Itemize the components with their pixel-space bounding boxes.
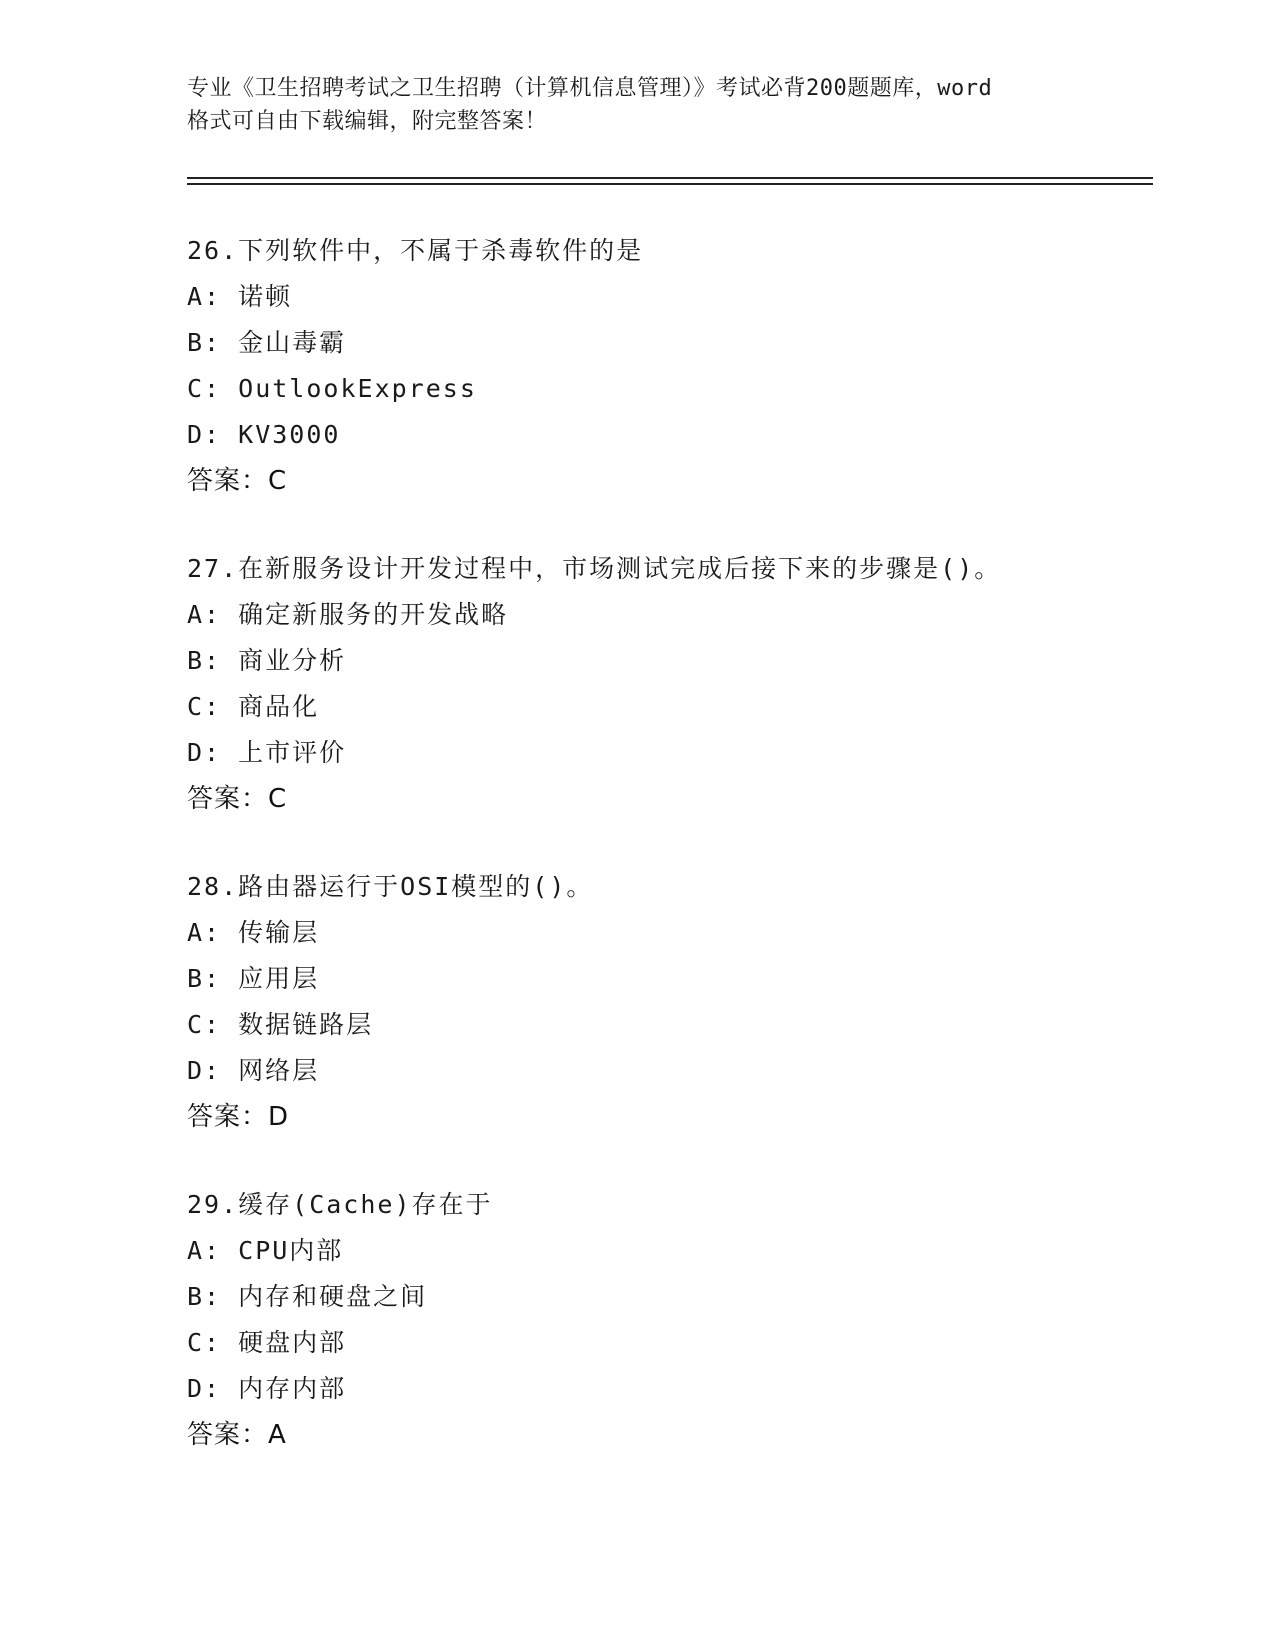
option-d: D: 网络层: [187, 1056, 320, 1085]
option-b: B: 内存和硬盘之间: [187, 1282, 428, 1311]
question-stem: 27.在新服务设计开发过程中，市场测试完成后接下来的步骤是()。: [187, 554, 1002, 583]
document-header: [187, 72, 1087, 138]
option-d: D: 内存内部: [187, 1374, 347, 1403]
option-a: A: CPU内部: [187, 1236, 344, 1265]
option-a: A: 传输层: [187, 918, 320, 947]
question-26: [187, 228, 1147, 504]
option-c: C: 数据链路层: [187, 1010, 374, 1039]
option-b: B: 商业分析: [187, 646, 347, 675]
option-c: C: 硬盘内部: [187, 1328, 347, 1357]
question-28: [187, 864, 1147, 1140]
question-29: [187, 1182, 1147, 1458]
question-stem: 28.路由器运行于OSI模型的()。: [187, 872, 594, 901]
option-d: D: 上市评价: [187, 738, 347, 767]
option-c: C: OutlookExpress: [187, 374, 477, 403]
option-b: B: 应用层: [187, 964, 320, 993]
option-d: D: KV3000: [187, 420, 341, 449]
option-c: C: 商品化: [187, 692, 320, 721]
answer-line: 答案：C: [187, 784, 288, 814]
header-line-1: 专业《卫生招聘考试之卫生招聘（计算机信息管理）》考试必背200题题库，word: [187, 76, 993, 101]
option-a: A: 确定新服务的开发战略: [187, 600, 509, 629]
answer-line: 答案：C: [187, 466, 288, 496]
option-a: A: 诺顿: [187, 282, 293, 311]
question-stem: 26.下列软件中，不属于杀毒软件的是: [187, 236, 644, 265]
header-line-2: 格式可自由下载编辑，附完整答案！: [187, 109, 548, 134]
question-27: [187, 546, 1147, 822]
answer-line: 答案：A: [187, 1420, 287, 1450]
header-divider-top: [187, 177, 1153, 179]
option-b: B: 金山毒霸: [187, 328, 347, 357]
question-stem: 29.缓存(Cache)存在于: [187, 1190, 493, 1219]
answer-line: 答案：D: [187, 1102, 290, 1132]
header-divider-bottom: [187, 183, 1153, 185]
